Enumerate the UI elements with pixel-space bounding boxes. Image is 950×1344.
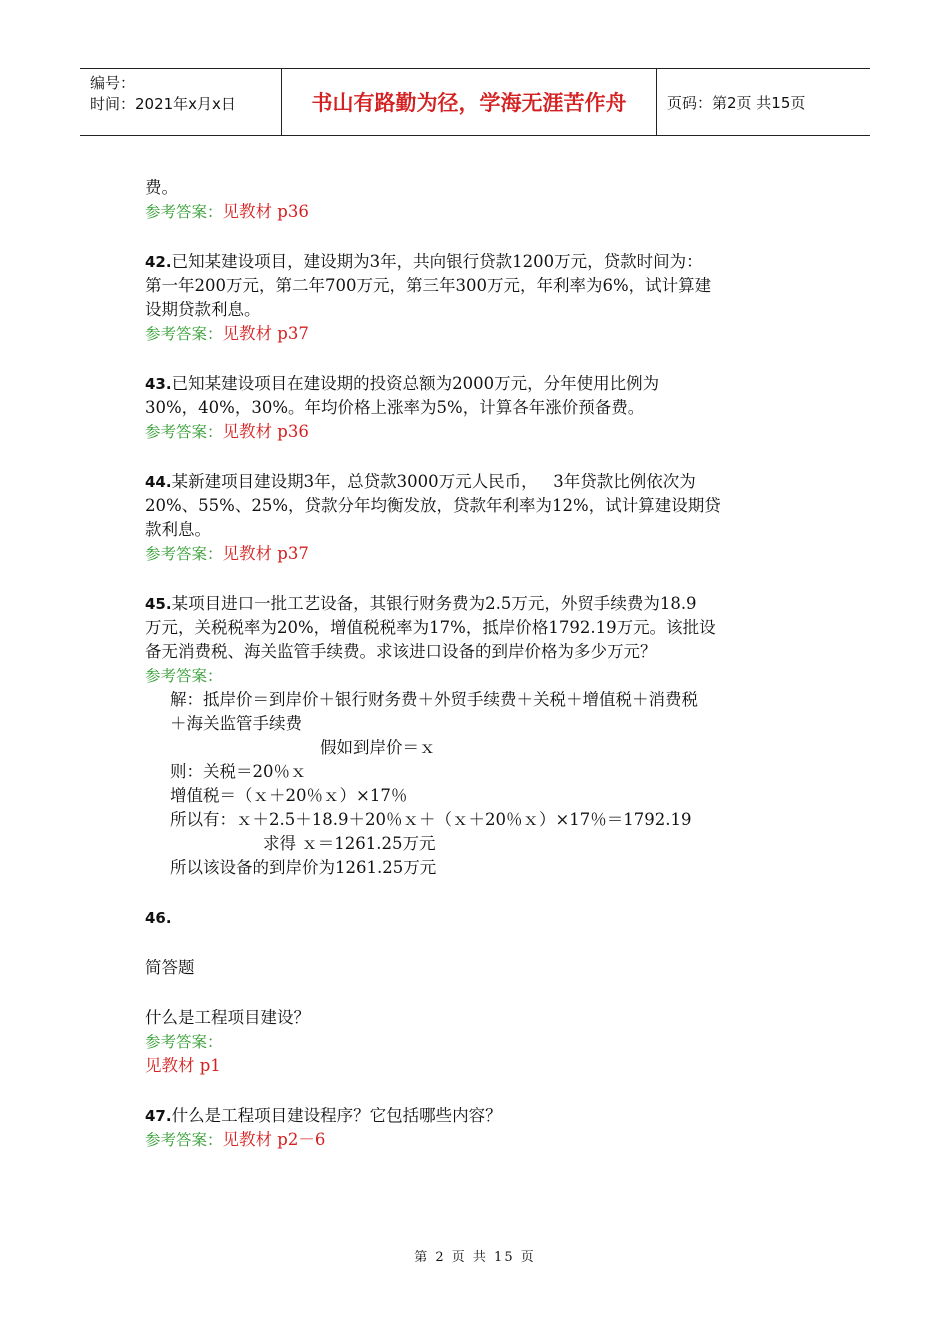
q44-line-1: 44.某新建项目建设期3年，总贷款3000万元人民币， 3年贷款比例依次为	[145, 472, 696, 491]
q47-answer-line	[145, 1128, 810, 1152]
number-label: 编号：	[90, 74, 136, 92]
ref-label: 参考答案：	[145, 1131, 223, 1149]
ref-label: 参考答案：	[145, 325, 223, 343]
document-body	[145, 176, 810, 1152]
q45-solution-5: 增值税＝（ｘ＋20％ｘ）×17％	[170, 786, 408, 805]
ref-label: 参考答案：	[145, 423, 223, 441]
q46-answer: 见教材 p1	[145, 1056, 221, 1075]
q42-line-2: 第一年200万元，第二年700万元，第三年300万元，年利率为6%，试计算建	[145, 276, 712, 295]
q42-line-1: 42.已知某建设项目，建设期为3年，共向银行贷款1200万元，贷款时间为：	[145, 252, 703, 271]
q42-answer-line	[145, 322, 810, 346]
answer-text: 见教材 p36	[222, 202, 309, 221]
q47-line-1: 47.什么是工程项目建设程序？它包括哪些内容？	[145, 1106, 502, 1125]
header-motto: 书山有路勤为径，学海无涯苦作舟	[282, 69, 657, 135]
q44-answer-line	[145, 542, 810, 566]
answer-text: 见教材 p37	[222, 544, 309, 563]
answer-text: 见教材 p2－6	[222, 1130, 326, 1149]
answer-text: 见教材 p37	[222, 324, 309, 343]
q44-line-2: 20%、55%、25%，贷款分年均衡发放，贷款年利率为12%，试计算建设期贷	[145, 496, 721, 515]
q41-tail: 费。	[145, 178, 178, 197]
time-label: 时间：2021年x月x日	[90, 95, 236, 113]
q45-solution-6: 所以有：ｘ＋2.5＋18.9＋20％ｘ＋（ｘ＋20％ｘ）×17％＝1792.19	[170, 810, 692, 829]
question-number: 45.	[145, 595, 172, 613]
question-number: 42.	[145, 253, 172, 271]
q45-solution-7: 求得 ｘ＝1261.25万元	[263, 834, 436, 853]
q46-ref-label: 参考答案：	[145, 1033, 223, 1051]
question-number: 47.	[145, 1107, 172, 1125]
question-number: 43.	[145, 375, 172, 393]
q41-answer-line	[145, 200, 810, 224]
ref-label: 参考答案：	[145, 545, 223, 563]
q43-line-1: 43.已知某建设项目在建设期的投资总额为2000万元，分年使用比例为	[145, 374, 660, 393]
q45-solution-4: 则：关税＝20％ｘ	[170, 762, 307, 781]
q45-solution-3: 假如到岸价＝ｘ	[320, 738, 436, 757]
ref-label: 参考答案：	[145, 203, 223, 221]
q45-line-3: 备无消费税、海关监管手续费。求该进口设备的到岸价格为多少万元？	[145, 642, 657, 661]
q42-line-3: 设期贷款利息。	[145, 300, 261, 319]
q45-solution-8: 所以该设备的到岸价为1261.25万元	[170, 858, 437, 877]
q43-answer-line	[145, 420, 810, 444]
q46-type: 简答题	[145, 958, 195, 977]
q44-line-3: 款利息。	[145, 520, 211, 539]
page-header	[80, 68, 870, 136]
header-meta	[80, 69, 282, 135]
answer-text: 见教材 p36	[222, 422, 309, 441]
q46-number: 46.	[145, 909, 172, 927]
page-footer: 第 2 页 共 15 页	[414, 1250, 536, 1265]
q45-solution-2: ＋海关监管手续费	[170, 714, 302, 733]
q43-line-2: 30%，40%，30%。年均价格上涨率为5%，计算各年涨价预备费。	[145, 398, 645, 417]
q45-ref-label: 参考答案：	[145, 667, 223, 685]
q45-line-2: 万元，关税税率为20%，增值税税率为17%，抵岸价格1792.19万元。该批设	[145, 618, 716, 637]
q46-question: 什么是工程项目建设？	[145, 1008, 310, 1027]
q45-line-1: 45.某项目进口一批工艺设备，其银行财务费为2.5万元，外贸手续费为18.9	[145, 594, 697, 613]
q45-solution-1: 解：抵岸价＝到岸价＋银行财务费＋外贸手续费＋关税＋增值税＋消费税	[170, 690, 698, 709]
header-page-label: 页码：第2页 共15页	[667, 93, 806, 112]
question-number: 44.	[145, 473, 172, 491]
